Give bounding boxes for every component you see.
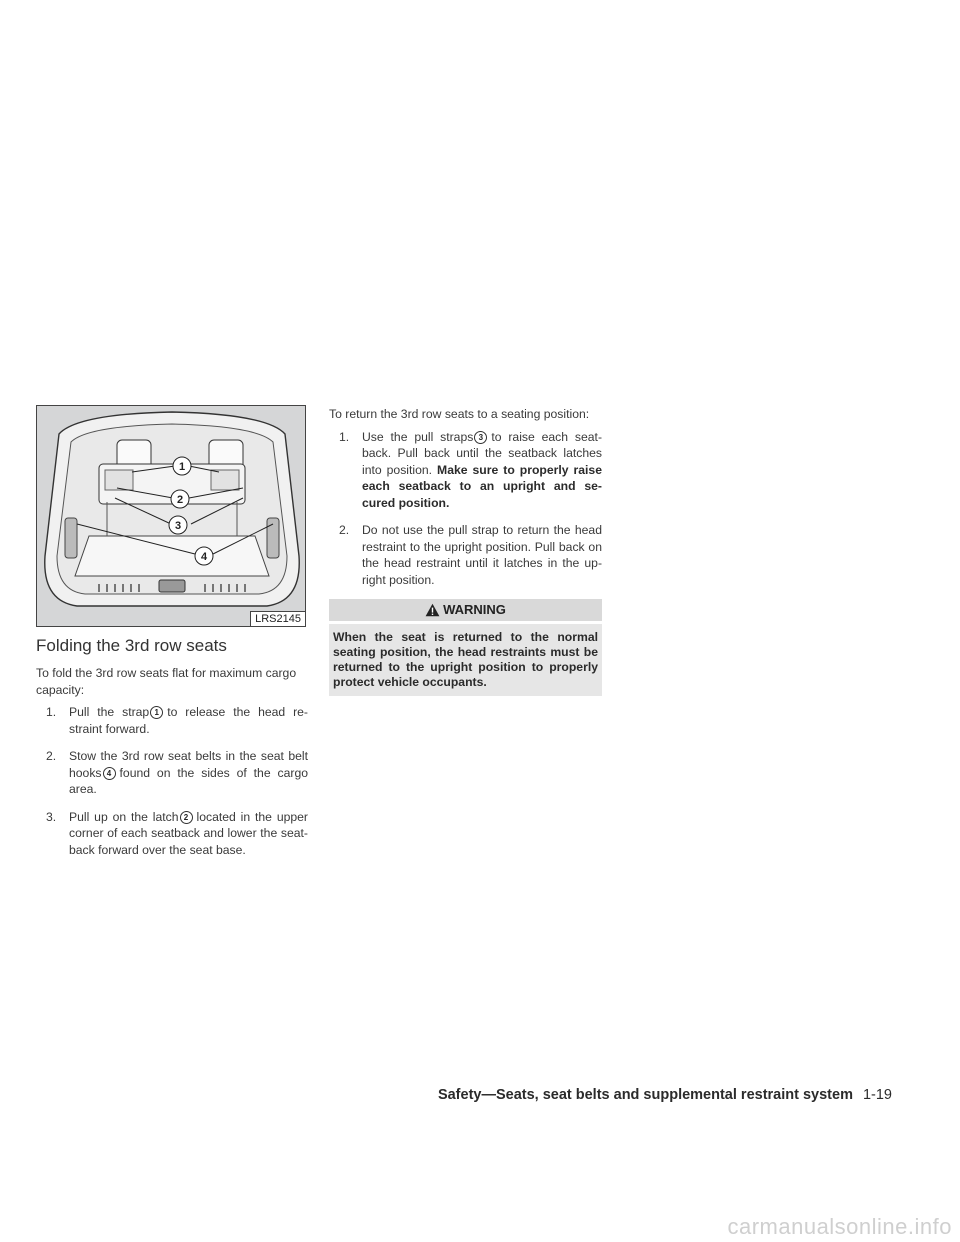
warning-text: When the seat is returned to the normal seating position, the head restraints must be returned to the upright position to properly protect vehicle occupants. — [329, 624, 602, 696]
callout-badge: 3 — [474, 431, 487, 444]
return-intro-text: To return the 3rd row seats to a seating position: — [329, 407, 590, 421]
fold-steps-list — [36, 704, 308, 858]
section-heading: Folding the 3rd row seats — [36, 636, 227, 655]
emphasis-text: Make sure to properly raise each seatback to an upright and se-cured position. — [362, 462, 602, 510]
footer-section-title: Safety—Seats, seat belts and supplemental restraint system — [437, 1087, 853, 1103]
list-item: 1. Use the pull straps 3 to raise each seat-back. Pull back until the seatback latches into position. Make sure to properly raise each seatback to an upright and se-cured position. — [339, 429, 603, 510]
warning-header — [329, 599, 602, 621]
svg-text:3: 3 — [174, 520, 182, 532]
list-item: 2. Do not use the pull strap to return the head restraint to the upright position. Pull back on the head restraint until it latches in the up-right position. — [339, 523, 602, 587]
return-steps-list — [329, 429, 602, 589]
intro-text: To fold the 3rd row seats flat for maximum cargo capacity: — [36, 666, 297, 697]
warning-icon — [425, 603, 440, 617]
watermark: carmanualsonline.info — [727, 1214, 952, 1239]
warning-title: WARNING — [443, 602, 506, 617]
right-column — [329, 406, 602, 696]
list-item: 1. Pull the strap 1 to release the head re-straint forward. — [46, 705, 308, 736]
callout-badge: 4 — [103, 767, 116, 780]
cargo-seats-drawing — [37, 406, 306, 627]
page-footer — [0, 1087, 892, 1103]
figure-code: LRS2145 — [250, 611, 305, 626]
svg-text:1: 1 — [178, 461, 186, 473]
cargo-area-illustration — [36, 405, 306, 627]
warning-box — [329, 599, 602, 696]
svg-text:2: 2 — [176, 494, 184, 506]
list-item: 2. Stow the 3rd row seat belts in the seat belt hooks 4 found on the sides of the cargo area. — [46, 749, 308, 796]
list-item: 3. Pull up on the latch 2 located in the upper corner of each seatback and lower the seat-back forward over the seat base. — [46, 809, 308, 857]
callout-badge: 1 — [150, 706, 163, 719]
callout-badge: 2 — [180, 811, 193, 824]
page-number: 1-19 — [862, 1087, 892, 1103]
left-column — [36, 636, 308, 869]
svg-text:4: 4 — [200, 551, 208, 563]
